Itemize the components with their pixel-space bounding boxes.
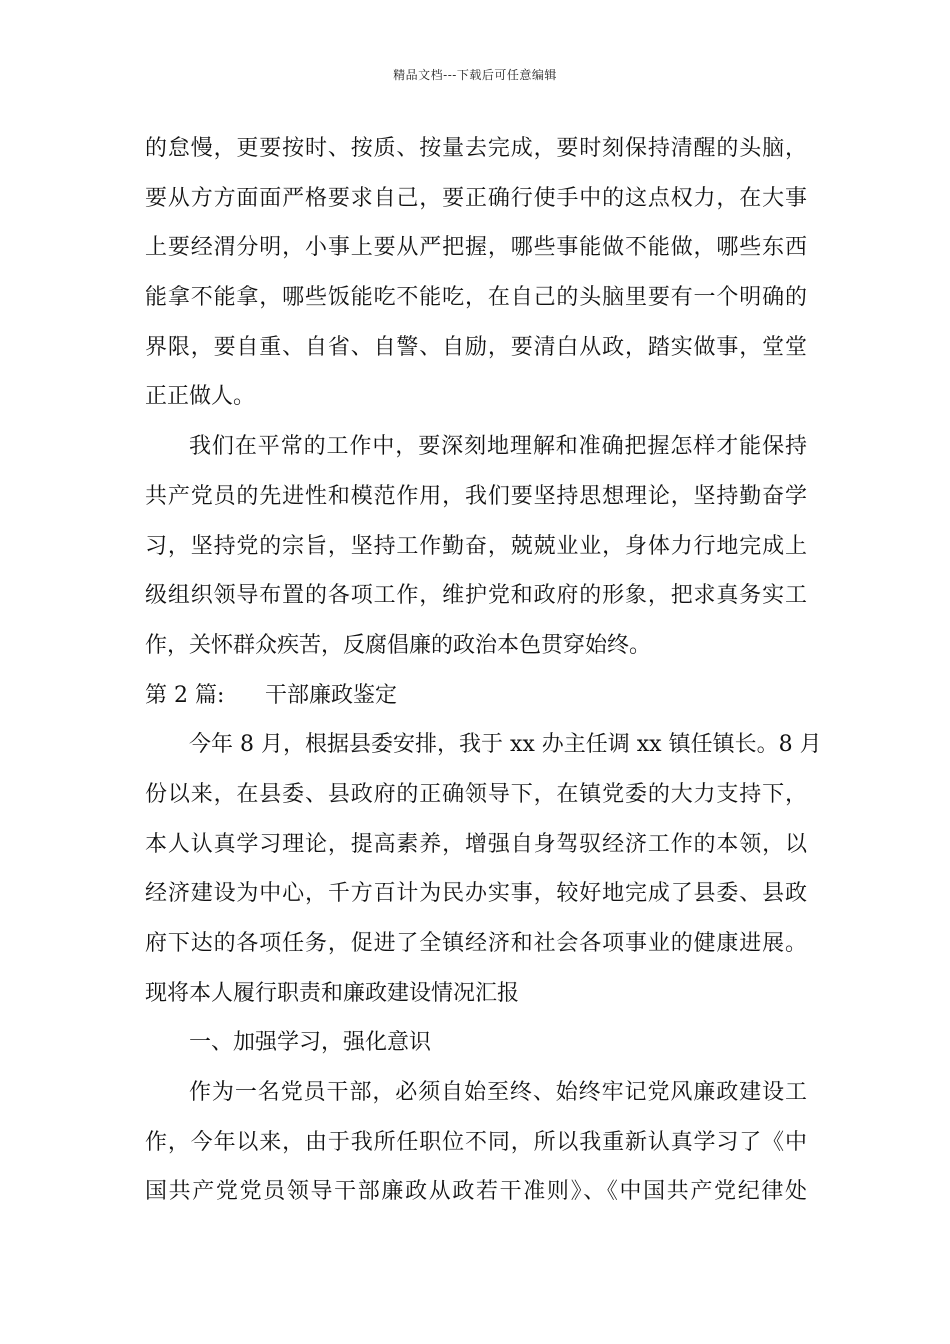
paragraph-line: 我们在平常的工作中，要深刻地理解和准确把握怎样才能保持	[189, 434, 807, 460]
section-heading	[145, 671, 807, 721]
paragraph-line: 的怠慢，更要按时、按质、按量去完成，要时刻保持清醒的头脑，	[145, 136, 807, 161]
paragraph-line: 份以来，在县委、县政府的正确领导下，在镇党委的大力支持下，	[145, 781, 807, 807]
document-body	[145, 124, 822, 1217]
paragraph-line: 能拿不能拿，哪些饭能吃不能吃，在自己的头脑里要有一个明确的	[145, 285, 807, 311]
paragraph-line: 上要经渭分明，小事上要从严把握，哪些事能做不能做，哪些东西	[145, 235, 807, 261]
subheading: 一、加强学习，强化意识	[189, 1030, 432, 1056]
paragraph-line: 级组织领导布置的各项工作，维护党和政府的形象，把求真务实工	[145, 583, 807, 609]
paragraph-line: 要从方方面面严格要求自己，要正确行使手中的这点权力，在大事	[145, 185, 807, 211]
paragraph-line: 共产党员的先进性和模范作用，我们要坚持思想理论，坚持勤奋学	[145, 483, 807, 509]
paragraph-line: 作，关怀群众疾苦，反腐倡廉的政治本色贯穿始终。	[145, 632, 652, 658]
paragraph-line: 界限，要自重、自省、自警、自励，要清白从政，踏实做事，堂堂	[145, 334, 807, 360]
paragraph-line: 今年 8 月，根据县委安排，我于 xx 办主任调 xx 镇任镇长。8 月	[189, 732, 822, 758]
paragraph-line: 习，坚持党的宗旨，坚持工作勤奋，兢兢业业，身体力行地完成上	[145, 533, 807, 559]
paragraph-line: 经济建设为中心，千方百计为民办实事，较好地完成了县委、县政	[145, 881, 807, 907]
paragraph-line: 本人认真学习理论，提高素养，增强自身驾驭经济工作的本领，以	[145, 831, 807, 857]
section-title: 干部廉政鉴定	[265, 682, 398, 708]
paragraph-line: 国共产党党员领导干部廉政从政若干准则》、《中国共产党纪律处	[145, 1179, 807, 1205]
section-number: 第 2 篇:	[145, 682, 225, 708]
paragraph-line: 作，今年以来，由于我所任职位不同，所以我重新认真学习了《中	[145, 1129, 807, 1155]
paragraph-line: 正正做人。	[145, 384, 256, 410]
paragraph-line: 现将本人履行职责和廉政建设情况汇报	[145, 980, 520, 1006]
page-header: 精品文档---下载后可任意编辑	[393, 68, 557, 82]
paragraph-line: 作为一名党员干部，必须自始至终、始终牢记党风廉政建设工	[189, 1080, 807, 1106]
paragraph-line: 府下达的各项任务，促进了全镇经济和社会各项事业的健康进展。	[145, 931, 807, 956]
